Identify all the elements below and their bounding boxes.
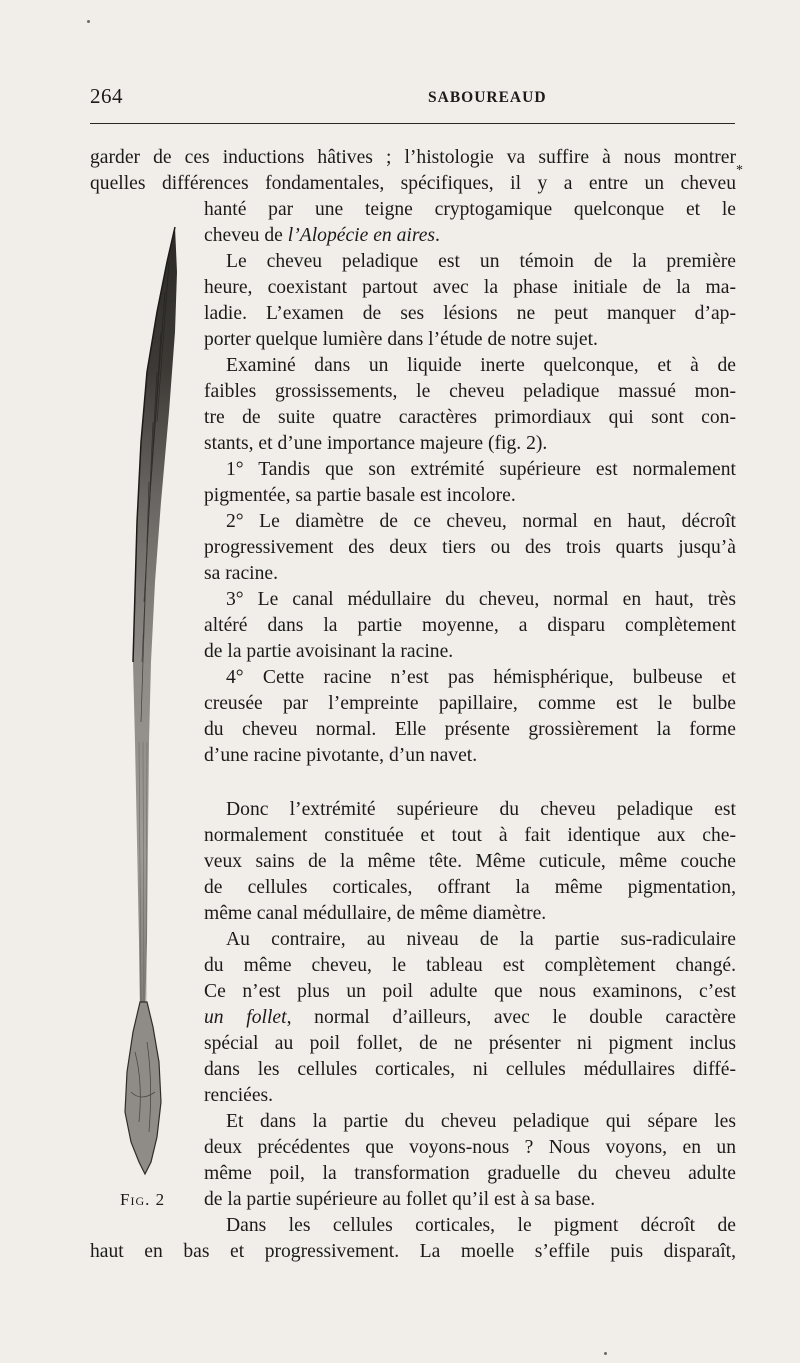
text-line: du même cheveu, le tableau est complètement changé. <box>204 955 736 976</box>
text-line: 1° Tandis que son extrémité supérieure est normalement <box>226 459 736 480</box>
text-span: , normal d’ailleurs, avec le double caractère <box>286 1007 736 1028</box>
page-header <box>90 82 735 110</box>
text-line: pigmentée, sa partie basale est incolore. <box>204 485 516 506</box>
paper-speck <box>87 20 90 23</box>
text-line: du cheveu normal. Elle présente grossièrement la forme <box>204 719 736 740</box>
text-line: deux précédentes que voyons-nous ? Nous voyons, en un <box>204 1137 736 1158</box>
text-line: quelles différences fondamentales, spécifiques, il y a entre un cheveu <box>90 173 736 194</box>
running-head: SABOUREAUD <box>428 89 547 106</box>
hair-figure-illustration <box>95 222 195 1182</box>
text-line: haut en bas et progressivement. La moelle s’effile puis disparaît, <box>90 1241 736 1262</box>
header-rule <box>90 123 735 124</box>
paper-speck <box>604 1352 607 1355</box>
text-line: renciées. <box>204 1085 274 1106</box>
text-line: faibles grossissements, le cheveu peladique massué mon- <box>204 381 736 402</box>
text-line: Dans les cellules corticales, le pigment décroît de <box>226 1215 736 1236</box>
text-line: altéré dans la partie moyenne, a disparu complètement <box>204 615 736 636</box>
text-line: Au contraire, au niveau de la partie sus-radiculaire <box>226 929 736 950</box>
text-line: de cellules corticales, offrant la même pigmentation, <box>204 877 736 898</box>
text-span: . <box>435 225 440 246</box>
text-line: de la partie supérieure au follet qu’il est à sa base. <box>204 1189 596 1210</box>
text-line: Donc l’extrémité supérieure du cheveu peladique est <box>226 799 736 820</box>
page-number: 264 <box>90 84 123 108</box>
text-span: cheveu de <box>204 225 288 246</box>
text-line: creusée par l’empreinte papillaire, comme est le bulbe <box>204 693 736 714</box>
text-line: de la partie avoisinant la racine. <box>204 641 454 662</box>
text-line: 4° Cette racine n’est pas hémisphérique, bulbeuse et <box>226 667 736 688</box>
text-line: tre de suite quatre caractères primordiaux qui sont con- <box>204 407 736 428</box>
text-line: 3° Le canal médullaire du cheveu, normal en haut, très <box>226 589 736 610</box>
text-line: Ce n’est plus un poil adulte que nous examinons, c’est <box>204 981 736 1002</box>
text-line: ladie. L’examen de ses lésions ne peut manquer d’ap- <box>204 303 736 324</box>
text-line <box>204 223 736 249</box>
text-line: stants, et d’une importance majeure (fig. 2). <box>204 433 548 454</box>
text-line <box>204 1005 736 1031</box>
figure-caption: Fig. 2 <box>120 1190 166 1209</box>
text-line: garder de ces inductions hâtives ; l’histologie va suffire à nous montrer <box>90 147 736 168</box>
text-line: Le cheveu peladique est un témoin de la première <box>226 251 736 272</box>
text-line: 2° Le diamètre de ce cheveu, normal en haut, décroît <box>226 511 736 532</box>
text-line: dans les cellules corticales, ni cellules médullaires diffé- <box>204 1059 736 1080</box>
text-line: sa racine. <box>204 563 278 584</box>
text-line: même canal médullaire, de même diamètre. <box>204 903 547 924</box>
italic-term: l’Alopécie en aires <box>287 225 436 246</box>
text-line: heure, coexistant partout avec la phase initiale de la ma- <box>204 277 736 298</box>
text-line: progressivement des deux tiers ou des trois quarts jusqu’à <box>204 537 736 558</box>
text-line: spécial au poil follet, de ne présenter ni pigment inclus <box>204 1033 736 1054</box>
text-line: porter quelque lumière dans l’étude de notre sujet. <box>204 329 598 350</box>
margin-mark: * <box>736 163 743 178</box>
text-line: Examiné dans un liquide inerte quelconque, et à de <box>226 355 736 376</box>
text-line: normalement constituée et tout à fait identique aux che- <box>204 825 736 846</box>
text-line: même poil, la transformation graduelle du cheveu adulte <box>204 1163 736 1184</box>
text-line: d’une racine pivotante, d’un navet. <box>204 745 478 766</box>
text-line: Et dans la partie du cheveu peladique qui sépare les <box>226 1111 736 1132</box>
italic-term: un follet <box>204 1007 287 1028</box>
text-line: veux sains de la même tête. Même cuticule, même couche <box>204 851 736 872</box>
text-line: hanté par une teigne cryptogamique quelconque et le <box>204 199 736 220</box>
